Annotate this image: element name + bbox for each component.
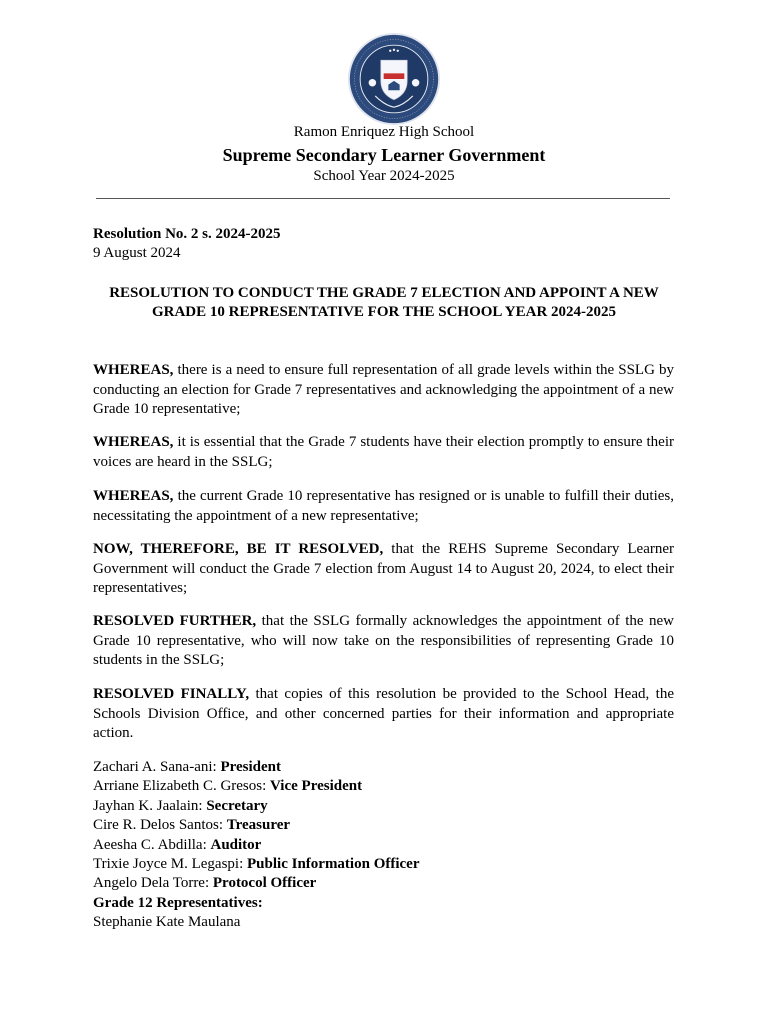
officer-role: Vice President — [270, 778, 363, 795]
officer-role: President — [220, 759, 282, 775]
header-divider — [96, 198, 670, 199]
representative-name: Stephanie Kate Maulana — [93, 914, 241, 931]
clause-lead: NOW, THEREFORE, BE IT RESOLVED, — [93, 541, 384, 557]
clause-whereas-1 — [93, 361, 674, 420]
officer-name: Trixie Joyce M. Legaspi: — [93, 856, 248, 873]
clause-resolved-finally — [93, 685, 674, 744]
clause-whereas-3 — [93, 487, 674, 526]
clause-text: that the REHS Supreme Secondary Learner Government will conduct the Grade 7 election from August 14 to August 20, 2024, to elect their representatives; — [93, 541, 675, 596]
officer-name: Angelo Dela Torre: — [93, 875, 213, 892]
clause-resolved-further — [93, 612, 674, 671]
officer-name: Zachari A. Sana-ani: — [93, 759, 221, 775]
organization-name: Supreme Secondary Learner Government — [222, 145, 546, 165]
clause-lead: WHEREAS, — [93, 434, 174, 450]
clause-text: that copies of this resolution be provided to the School Head, the Schools Division Office, and other concerned parties for their information and appropriate action. — [93, 686, 674, 741]
officer-row-secretary — [93, 797, 420, 816]
clause-lead: RESOLVED FURTHER, — [93, 613, 257, 629]
clause-lead: WHEREAS, — [93, 362, 174, 378]
officer-row-treasurer — [93, 816, 420, 835]
officer-row-vice-president — [93, 777, 420, 796]
clause-text: there is a need to ensure full representation of all grade levels within the SSLG by conducting an election for Grade 7 representatives and acknowledging the appointment of a new Grade 10 representative; — [93, 362, 674, 417]
resolution-date: 9 August 2024 — [93, 245, 181, 261]
officer-role: Treasurer — [226, 817, 291, 834]
officer-role: Secretary — [206, 797, 268, 814]
officer-row-pio — [93, 855, 420, 874]
representatives-heading: Grade 12 Representatives: — [93, 894, 263, 911]
school-seal-logo — [347, 32, 441, 126]
clause-whereas-2 — [93, 433, 674, 472]
clause-text: the current Grade 10 representative has resigned or is unable to fulfill their duties, necessitating the appointment of a new representative; — [93, 488, 674, 524]
clause-resolved — [93, 540, 674, 599]
officer-name: Cire R. Delos Santos: — [93, 817, 227, 834]
clause-lead: RESOLVED FINALLY, — [93, 686, 250, 702]
clause-text: it is essential that the Grade 7 students have their election promptly to ensure their voices are heard in the SSLG; — [93, 434, 674, 470]
officer-role: Public Information Officer — [247, 856, 420, 873]
officer-row-president — [93, 758, 420, 777]
resolution-number: Resolution No. 2 s. 2024-2025 — [93, 226, 281, 242]
resolution-title: RESOLUTION TO CONDUCT THE GRADE 7 ELECTION AND APPOINT A NEW GRADE 10 REPRESENTATIVE FOR THE SCHOOL YEAR 2024-2025 — [109, 285, 659, 320]
school-year: School Year 2024-2025 — [313, 168, 455, 184]
officer-name: Jayhan K. Jaalain: — [93, 797, 207, 814]
school-name: Ramon Enriquez High School — [293, 124, 475, 140]
officer-list — [93, 758, 420, 933]
officer-name: Aeesha C. Abdilla: — [93, 836, 211, 853]
officer-row-auditor — [93, 836, 420, 855]
officer-name: Arriane Elizabeth C. Gresos: — [93, 778, 271, 795]
officer-role: Protocol Officer — [212, 875, 317, 892]
officer-role: Auditor — [210, 836, 262, 853]
officer-row-protocol — [93, 874, 420, 893]
clause-text: that the SSLG formally acknowledges the appointment of the new Grade 10 representative, who will now take on the responsibilities of representing Grade 10 students in the SSLG; — [93, 613, 674, 668]
clause-lead: WHEREAS, — [93, 488, 174, 504]
